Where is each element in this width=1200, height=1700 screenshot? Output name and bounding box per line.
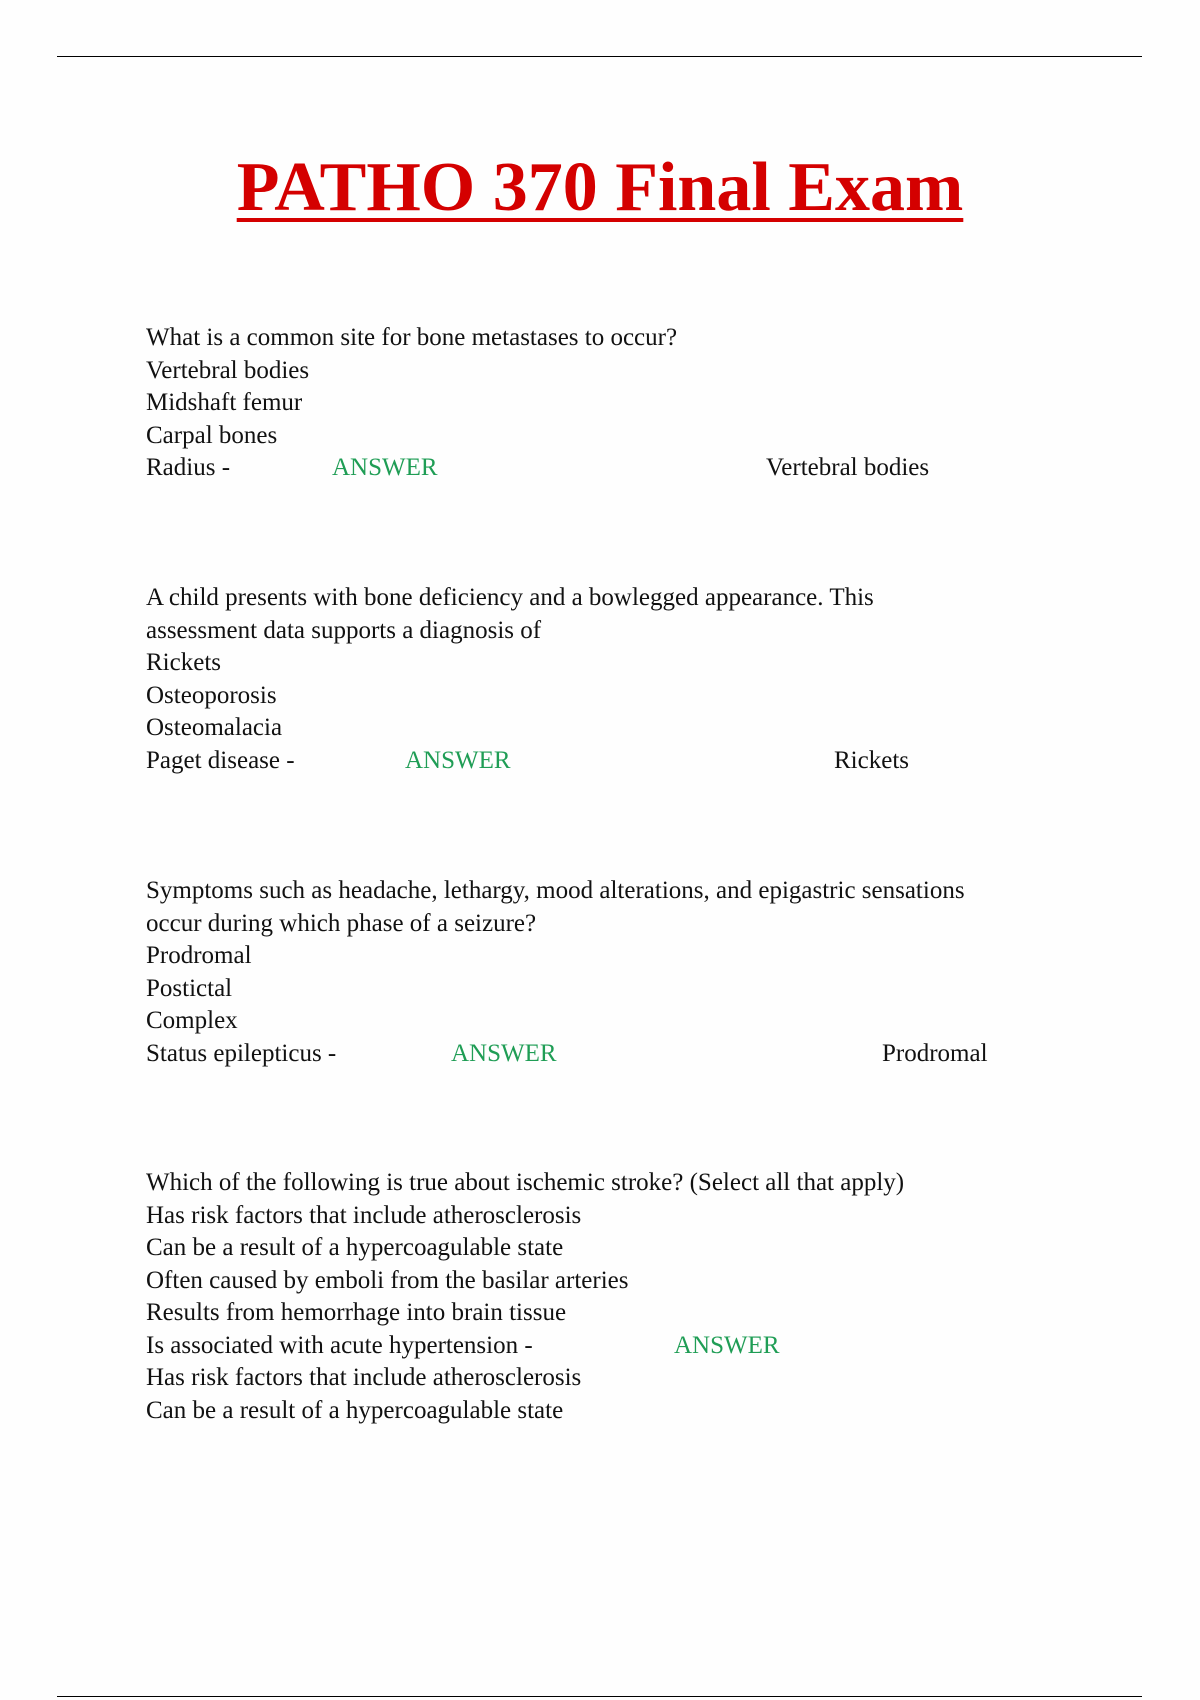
- question-1: [146, 322, 1106, 485]
- option: Can be a result of a hypercoagulable state: [146, 1234, 564, 1261]
- last-option-line: [146, 1038, 1106, 1071]
- option: Vertebral bodies: [146, 356, 310, 384]
- question-stem: assessment data supports a diagnosis of: [146, 616, 542, 644]
- option: Osteoporosis: [146, 681, 277, 709]
- last-option: Radius -: [146, 454, 231, 481]
- answer-label: ANSWER: [332, 454, 438, 481]
- answer-label: ANSWER: [674, 1331, 780, 1359]
- last-option-line: [146, 1330, 1106, 1363]
- option: Prodromal: [146, 942, 252, 969]
- answer-label: ANSWER: [451, 1039, 557, 1067]
- question-stem: Which of the following is true about ischemic stroke? (Select all that apply): [146, 1169, 905, 1196]
- answer-label: ANSWER: [405, 746, 511, 774]
- question-4: [146, 1167, 1106, 1427]
- last-option-line: [146, 452, 1106, 485]
- answer-value: Rickets: [834, 746, 909, 774]
- question-stem: What is a common site for bone metastases to occur?: [146, 324, 678, 351]
- option: Rickets: [146, 649, 221, 676]
- answer-value: Prodromal: [882, 1039, 988, 1067]
- answer-value: Has risk factors that include atherosclerosis: [146, 1364, 582, 1391]
- question-stem: occur during which phase of a seizure?: [146, 909, 537, 937]
- page-title: PATHO 370 Final Exam: [236, 149, 964, 226]
- option: Osteomalacia: [146, 714, 283, 741]
- option: Midshaft femur: [146, 389, 303, 416]
- bottom-rule: [57, 1696, 1142, 1697]
- question-stem: Symptoms such as headache, lethargy, mood alterations, and epigastric sensations: [146, 877, 965, 904]
- option: Has risk factors that include atherosclerosis: [146, 1201, 582, 1229]
- option: Postictal: [146, 974, 233, 1002]
- question-2: [146, 582, 1106, 777]
- last-option: Status epilepticus -: [146, 1039, 337, 1067]
- last-option-line: [146, 745, 1106, 778]
- top-rule: [57, 56, 1142, 57]
- answer-value: Can be a result of a hypercoagulable state: [146, 1396, 564, 1424]
- option: Carpal bones: [146, 421, 278, 449]
- question-3: [146, 875, 1106, 1070]
- answer-value: Vertebral bodies: [766, 454, 930, 481]
- last-option: Is associated with acute hypertension -: [146, 1331, 533, 1359]
- question-stem: A child presents with bone deficiency and a bowlegged appearance. This: [146, 584, 874, 611]
- last-option: Paget disease -: [146, 746, 295, 774]
- option: Often caused by emboli from the basilar arteries: [146, 1266, 629, 1294]
- option: Complex: [146, 1007, 238, 1034]
- option: Results from hemorrhage into brain tissue: [146, 1299, 567, 1326]
